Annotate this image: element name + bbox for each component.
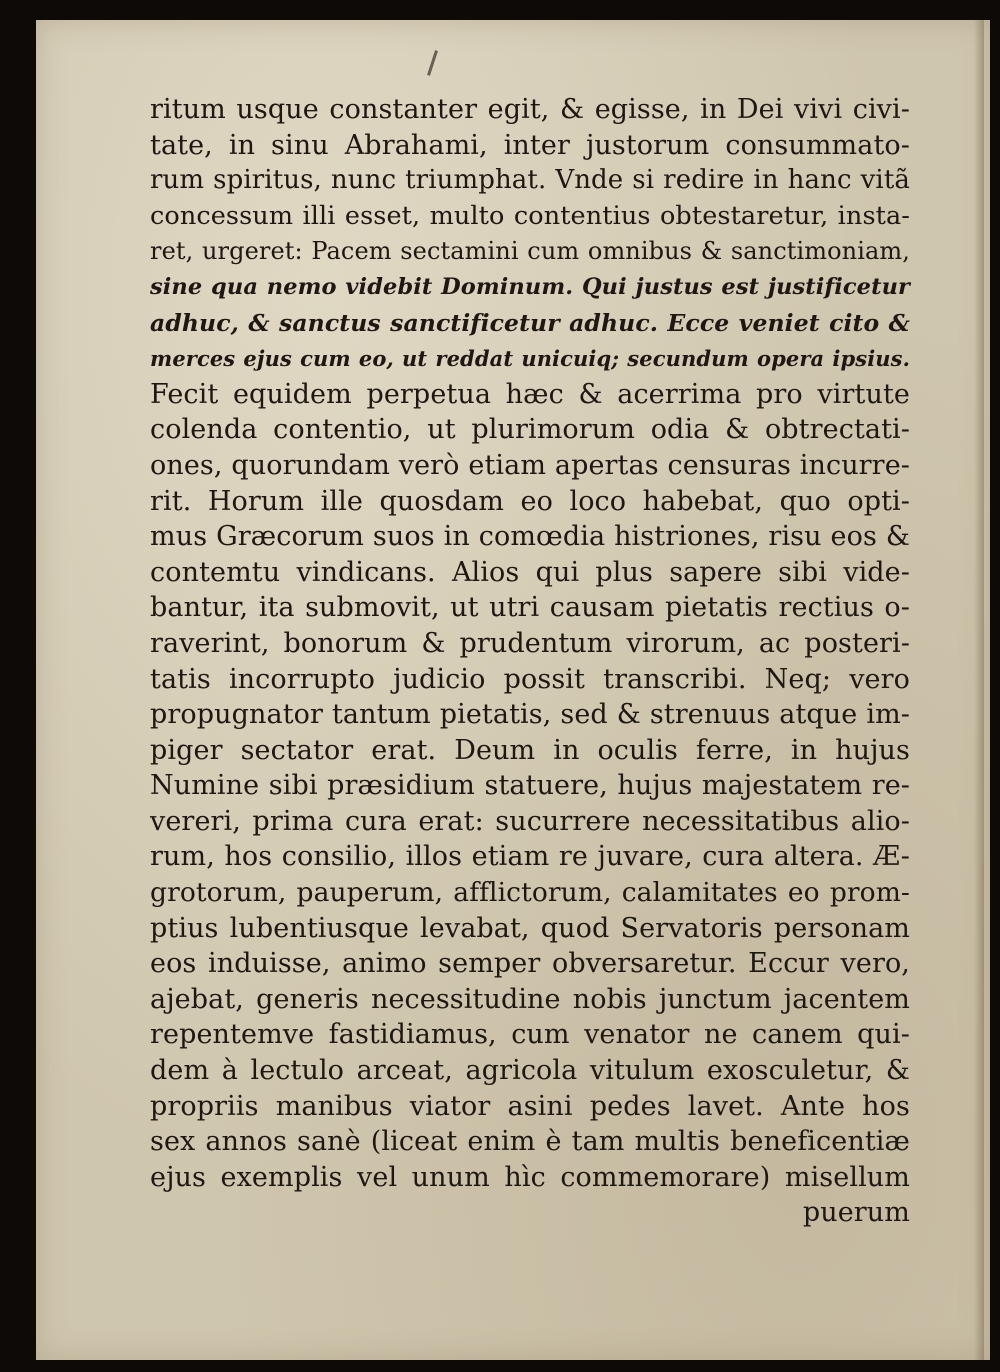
text-line: Numine sibi præsidium statuere, hujus majestatem re- [150, 770, 910, 802]
text-line: repentemve fastidiamus, cum venator ne canem qui- [150, 1019, 910, 1051]
text-line: propriis manibus viator asini pedes lavet. Ante hos [150, 1090, 910, 1122]
text-line: merces ejus cum eo, ut reddat unicuiq; secundum opera ipsius. [150, 346, 910, 372]
body-text [150, 92, 910, 1231]
text-line: sine qua nemo videbit Dominum. Qui justus est justificetur [150, 273, 910, 300]
text-line: eos induisse, animo semper obversaretur. Eccur vero, [150, 948, 910, 980]
text-line: ajebat, generis necessitudine nobis junctum jacentem [150, 983, 910, 1015]
text-line: tate, in sinu Abrahami, inter justorum consummato- [150, 129, 910, 161]
text-line: tatis incorrupto judicio possit transcribi. Neq; vero [150, 663, 910, 695]
text-line: adhuc, & sanctus sanctificetur adhuc. Ecce veniet cito & [150, 308, 910, 337]
text-line: rit. Horum ille quosdam eo loco habebat, quo opti- [150, 485, 910, 517]
text-line: dem à lectulo arceat, agricola vitulum exosculetur, & [150, 1055, 910, 1087]
text-line: propugnator tantum pietatis, sed & strenuus atque im- [150, 699, 910, 731]
text-line: ptius lubentiusque levabat, quod Servatoris personam [150, 912, 910, 944]
catchword: puerum [802, 1197, 910, 1229]
text-line: rum, hos consilio, illos etiam re juvare, cura altera. Æ- [150, 841, 910, 873]
text-line: rum spiritus, nunc triumphat. Vnde si redire in hanc vitã [150, 165, 910, 196]
page-edge-shadow [974, 20, 984, 1360]
text-line: colenda contentio, ut plurimorum odia & obtrectati- [150, 414, 910, 446]
ink-mark [427, 50, 438, 76]
text-line: concessum illi esset, multo contentius obtestaretur, insta- [150, 200, 910, 231]
text-line: contemtu vindicans. Alios qui plus sapere sibi vide- [150, 556, 910, 588]
text-line: raverint, bonorum & prudentum virorum, ac posteri- [150, 627, 910, 659]
text-line: Fecit equidem perpetua hæc & acerrima pro virtute [150, 378, 910, 410]
text-line: grotorum, pauperum, afflictorum, calamitates eo prom- [150, 877, 910, 909]
text-line: ritum usque constanter egit, & egisse, in Dei vivi civi- [150, 94, 910, 125]
text-line: mus Græcorum suos in comœdia histriones, risu eos & [150, 521, 910, 553]
text-line: ones, quorundam verò etiam apertas censuras incurre- [150, 449, 910, 481]
text-line: bantur, ita submovit, ut utri causam pietatis rectius o- [150, 592, 910, 624]
text-line: sex annos sanè (liceat enim è tam multis beneficentiæ [150, 1126, 910, 1158]
text-line: piger sectator erat. Deum in oculis ferre, in hujus [150, 734, 910, 766]
text-line: ret, urgeret: Pacem sectamini cum omnibus & sanctimoniam, [150, 237, 910, 266]
text-line: ejus exemplis vel unum hìc commemorare) misellum [150, 1161, 910, 1193]
text-line: vereri, prima cura erat: sucurrere necessitatibus alio- [150, 805, 910, 837]
